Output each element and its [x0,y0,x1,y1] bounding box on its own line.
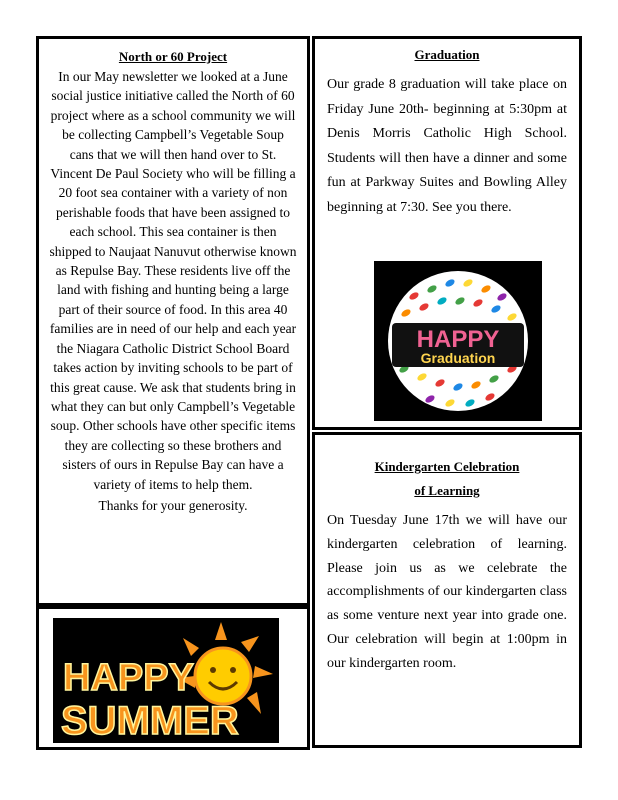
graduation-art-happy: HAPPY [416,326,500,353]
north-of-60-heading: North or 60 Project [118,49,228,64]
happy-graduation-balloon-image [374,261,542,421]
kindergarten-heading-line2: of Learning [414,483,480,498]
graduation-balloon-graphic [374,261,542,421]
graduation-body: Our grade 8 graduation will take place on Friday June 20th- beginning at 5:30pm at Denis Morris Catholic High School. Students will then have a dinner and some fun at Parkway Suites and Bowling Alley beginning at 7:30. See you there. [327,77,567,215]
summer-section [36,606,310,750]
north-of-60-section [36,36,310,606]
kindergarten-heading [327,455,567,503]
graduation-art-graduation: Graduation [420,350,496,366]
kindergarten-heading-line1: Kindergarten Celebration [374,459,520,474]
happy-summer-graphic [53,618,279,743]
graduation-heading: Graduation [414,47,480,62]
north-of-60-body: In our May newsletter we looked at a June social justice initiative called the North of 60 project where as a school community we will be collecting Campbell’s Vegetable Soup cans that we will then hand over to St. Vincent De Paul Society who will be filling a 20 foot sea container with a variety of non perishable foods that have been assigned to each school. This sea container is then shipped to Naujaat Nanuvut otherwise known as Repulse Bay. These residents live off the land with fishing and hunting being a large part of their source of food. In this area 40 families are in need of our help and each year the Niagara Catholic District School Board takes action by inviting schools to be part of this great cause. We ask that students bring in what they can but only Campbell’s Vegetable soup. Other schools have other specific items they are collecting so these brothers and sisters of ours in Repulse Bay can have a variety of items to help them. [49,69,297,492]
kindergarten-body: On Tuesday June 17th we will have our kindergarten celebration of learning. Please join us as we celebrate the accomplishments of our kindergarten class as some venture next year into grade one. Our celebration will begin at 1:00pm in our kindergarten room. [327,513,567,671]
summer-art-happy: HAPPY [63,657,194,699]
north-of-60-thanks: Thanks for your generosity. [98,497,248,513]
kindergarten-section [312,432,582,748]
graduation-section [312,36,582,430]
summer-art-summer: SUMMER [61,699,239,743]
happy-summer-image [53,618,279,743]
